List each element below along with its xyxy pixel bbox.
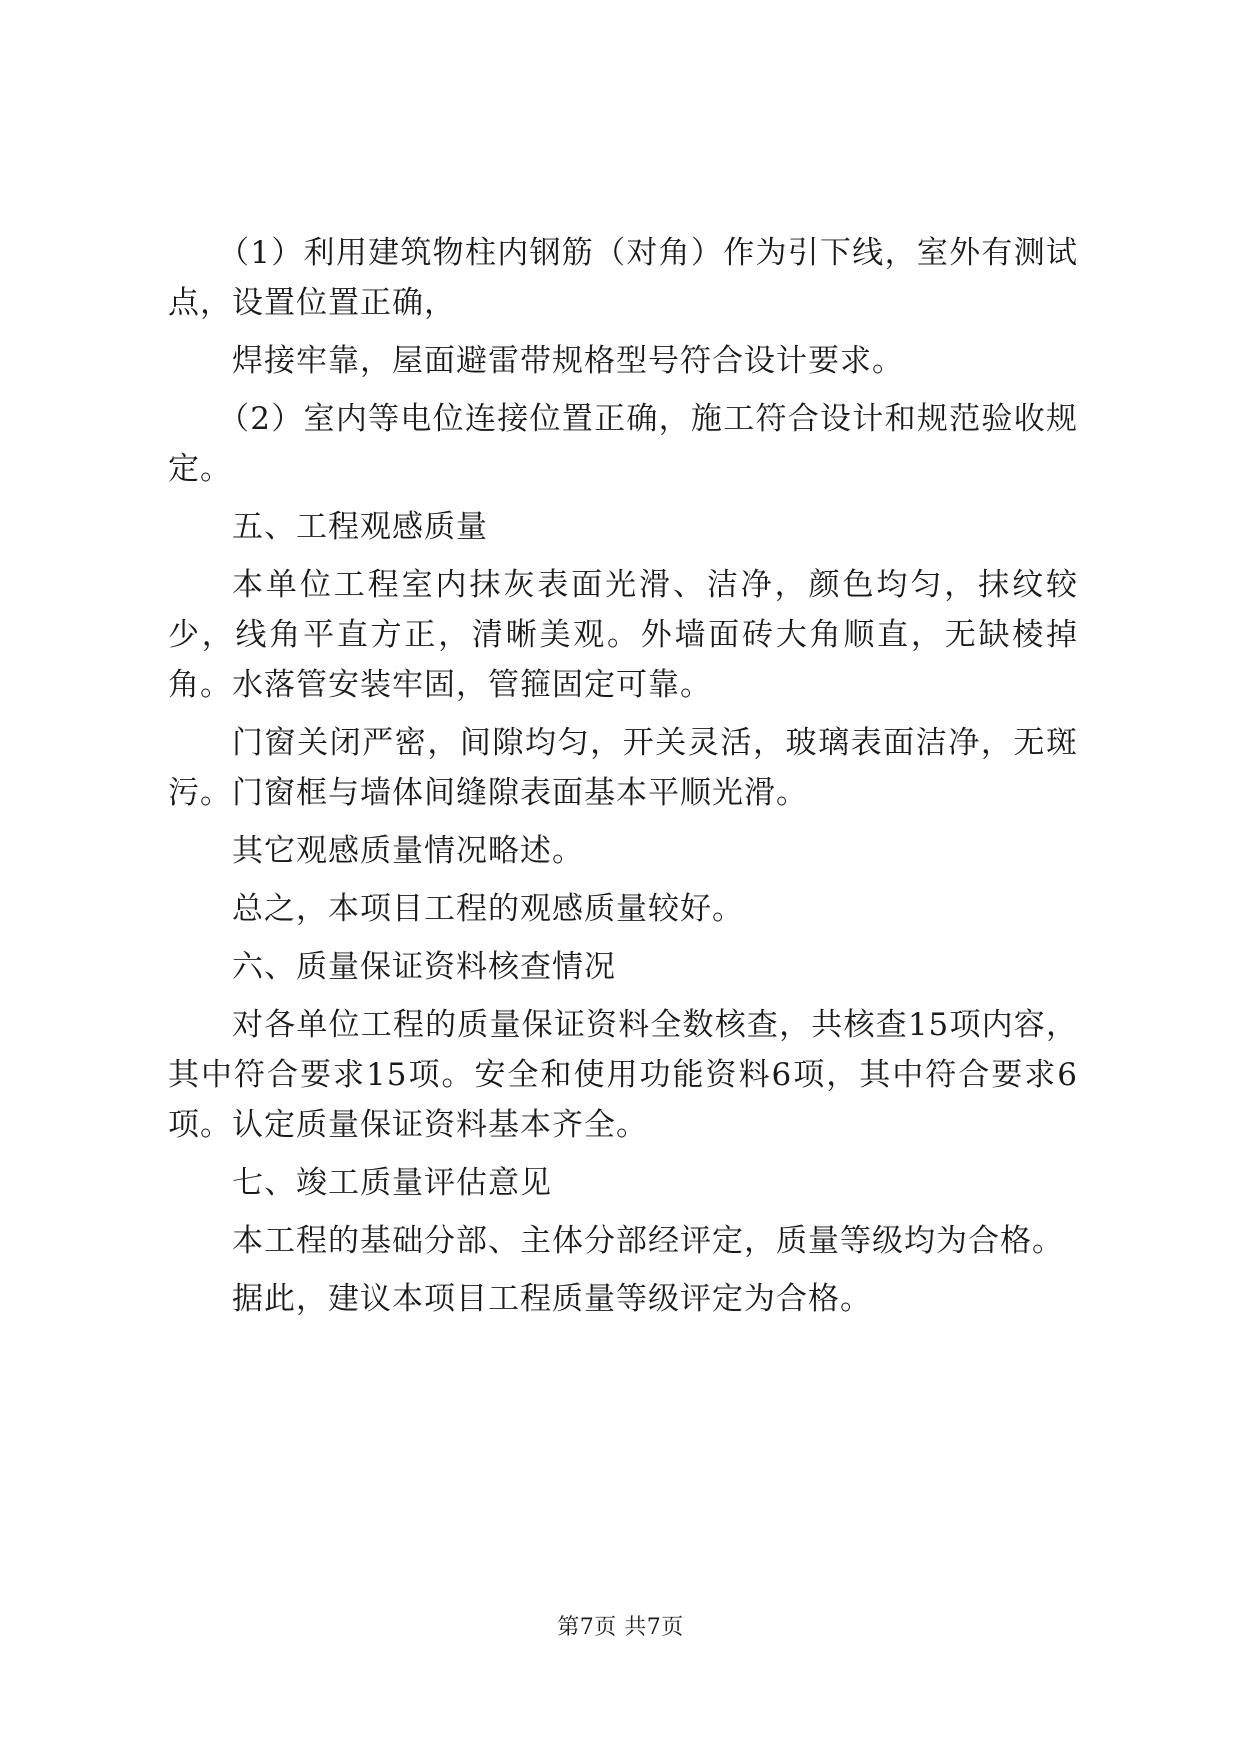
paragraph-appearance-summary: 总之，本项目工程的观感质量较好。: [232, 891, 744, 927]
paragraph-recommendation: 据此，建议本项目工程质量等级评定为合格。: [232, 1281, 872, 1317]
section-heading-completion-assessment: 七、竣工质量评估意见: [232, 1165, 552, 1201]
page-number-footer: 第7页 共7页: [557, 1615, 684, 1640]
document-body: [168, 228, 1078, 1332]
paragraph-lightning-downconductor: （1）利用建筑物柱内钢筋（对角）作为引下线，室外有测试点，设置位置正确，: [168, 235, 1078, 321]
paragraph-equipotential: （2）室内等电位连接位置正确，施工符合设计和规范验收规定。: [168, 401, 1078, 487]
section-heading-quality-documents: 六、质量保证资料核查情况: [232, 949, 616, 985]
paragraph-welding: 焊接牢靠，屋面避雷带规格型号符合设计要求。: [232, 343, 904, 379]
paragraph-document-review: 对各单位工程的质量保证资料全数核查，共核查15项内容，其中符合要求15项。安全和使用功能资料6项，其中符合要求6项。认定质量保证资料基本齐全。: [168, 1007, 1078, 1143]
paragraph-plaster-surface: 本单位工程室内抹灰表面光滑、洁净，颜色均匀，抹纹较少，线角平直方正，清晰美观。外墙面砖大角顺直，无缺棱掉角。水落管安装牢固，管箍固定可靠。: [168, 567, 1078, 703]
paragraph-other-appearance: 其它观感质量情况略述。: [232, 833, 584, 869]
section-heading-appearance-quality: 五、工程观感质量: [232, 509, 488, 545]
paragraph-doors-windows: 门窗关闭严密，间隙均匀，开关灵活，玻璃表面洁净，无斑污。门窗框与墙体间缝隙表面基本平顺光滑。: [168, 725, 1078, 811]
paragraph-assessment-result: 本工程的基础分部、主体分部经评定，质量等级均为合格。: [232, 1223, 1064, 1259]
